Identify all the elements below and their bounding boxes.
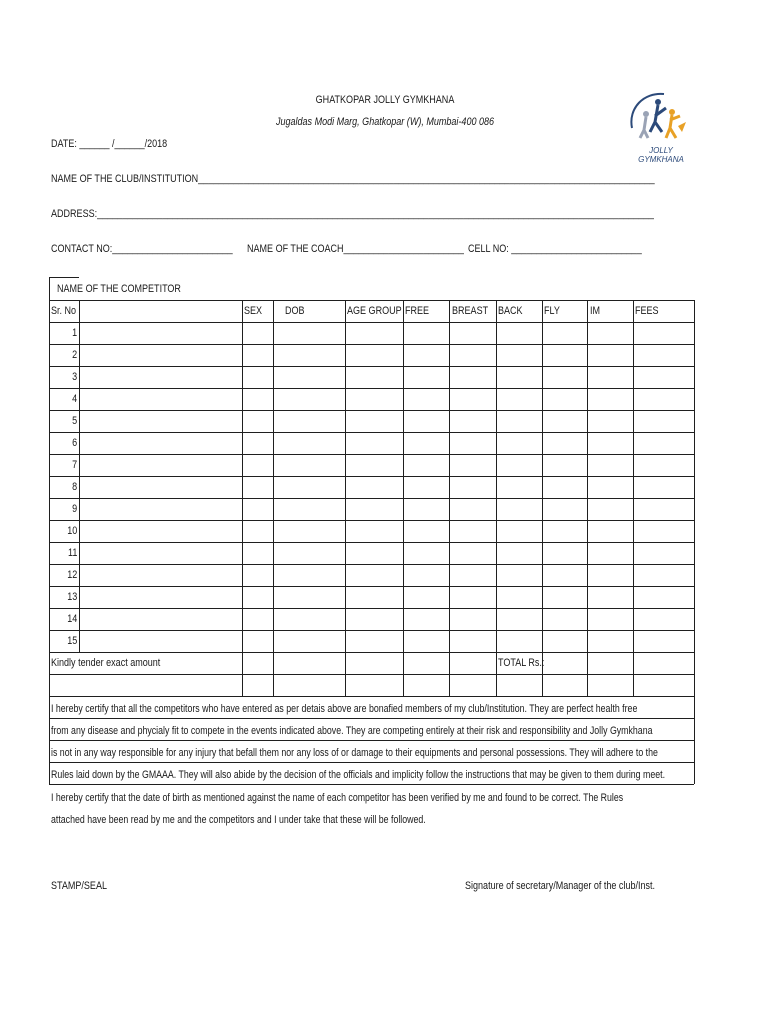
table-row-line	[49, 300, 694, 301]
table-row-line	[49, 322, 694, 323]
table-row-line	[49, 344, 694, 345]
row-number: 8	[71, 481, 77, 493]
competitor-section-title: NAME OF THE COMPETITOR	[57, 283, 181, 295]
header-breast: BREAST	[452, 305, 489, 317]
row-number: 7	[71, 459, 77, 471]
row-number: 6	[71, 437, 77, 449]
table-row-line	[49, 388, 694, 389]
row-number: 11	[67, 547, 77, 559]
table-row-line	[49, 520, 694, 521]
row-number: 1	[71, 327, 77, 339]
stamp-seal-label: STAMP/SEAL	[51, 880, 107, 892]
header-age-group: AGE GROUP	[347, 305, 402, 317]
certification-line: is not in any way responsible for any injury that befall them nor any loss of or damage to their equipments and personal possessions. They will adhere to the	[51, 747, 658, 759]
table-row-line	[49, 652, 694, 653]
contact-no-field[interactable]: CONTACT NO:________________________	[51, 243, 233, 255]
dob-certification-line: I hereby certify that the date of birth as mentioned against the name of each competitor has been verified by me and found to be correct. The Rules	[51, 792, 624, 804]
row-number: 15	[66, 635, 77, 647]
row-number: 12	[66, 569, 77, 581]
table-row-line	[49, 410, 694, 411]
row-number: 4	[71, 393, 77, 405]
table-row-line	[49, 542, 694, 543]
org-name: GHATKOPAR JOLLY GYMKHANA	[315, 94, 455, 106]
certification-line: I hereby certify that all the competitors who have entered as per detais above are bonafied members of my club/Institution. They are perfect health free	[51, 703, 638, 715]
table-row-line	[49, 432, 694, 433]
table-row-line	[49, 586, 694, 587]
club-name-field[interactable]: NAME OF THE CLUB/INSTITUTION___________________________________________________________________________________________	[51, 173, 655, 185]
table-row-line	[49, 366, 694, 367]
total-label: TOTAL Rs.:	[498, 657, 545, 669]
row-number: 10	[66, 525, 77, 537]
kindly-tender-label: Kindly tender exact amount	[51, 657, 161, 669]
coach-name-field[interactable]: NAME OF THE COACH________________________	[247, 243, 464, 255]
header-back: BACK	[498, 305, 523, 317]
table-row-line	[49, 564, 694, 565]
header-sex: SEX	[244, 305, 263, 317]
header-fees: FEES	[635, 305, 659, 317]
cell-no-field[interactable]: CELL NO: __________________________	[468, 243, 642, 255]
signature-label: Signature of secretary/Manager of the club/Inst.	[465, 880, 656, 892]
row-number: 3	[71, 371, 77, 383]
table-row-line	[49, 696, 694, 697]
title-box-top	[49, 277, 79, 278]
header-fly: FLY	[544, 305, 560, 317]
org-address: Jugaldas Modi Marg, Ghatkopar (W), Mumbai-400 086	[275, 116, 495, 128]
certification-line: Rules laid down by the GMAAA. They will also abide by the decision of the officials and implicity follow the instructions that may be given to them during meet.	[51, 769, 666, 781]
logo-text: JOLLY GYMKHANA	[638, 146, 684, 164]
row-number: 2	[71, 349, 77, 361]
title-box-left	[49, 277, 50, 300]
header-free: FREE	[405, 305, 430, 317]
row-number: 13	[66, 591, 77, 603]
certification-line: from any disease and phycialy fit to compete in the events indicated above. They are competing entirely at their risk and responsibility and Jolly Gymkhana	[51, 725, 653, 737]
header-im: IM	[590, 305, 601, 317]
table-row-line	[49, 454, 694, 455]
row-number: 14	[66, 613, 77, 625]
header-sr-no: Sr. No	[51, 305, 77, 317]
header-dob: DOB	[285, 305, 305, 317]
address-field[interactable]: ADDRESS:_______________________________________________________________________________________________________________	[51, 208, 654, 220]
date-field[interactable]: DATE: ______ /______/2018	[51, 138, 168, 150]
row-number: 9	[71, 503, 77, 515]
table-row-line	[49, 476, 694, 477]
table-row-line	[49, 498, 694, 499]
dob-certification-line: attached have been read by me and the competitors and I under take that these will be followed.	[51, 814, 426, 826]
table-row-line	[49, 630, 694, 631]
table-row-line	[49, 608, 694, 609]
table-row-line	[49, 674, 694, 675]
row-number: 5	[71, 415, 77, 427]
